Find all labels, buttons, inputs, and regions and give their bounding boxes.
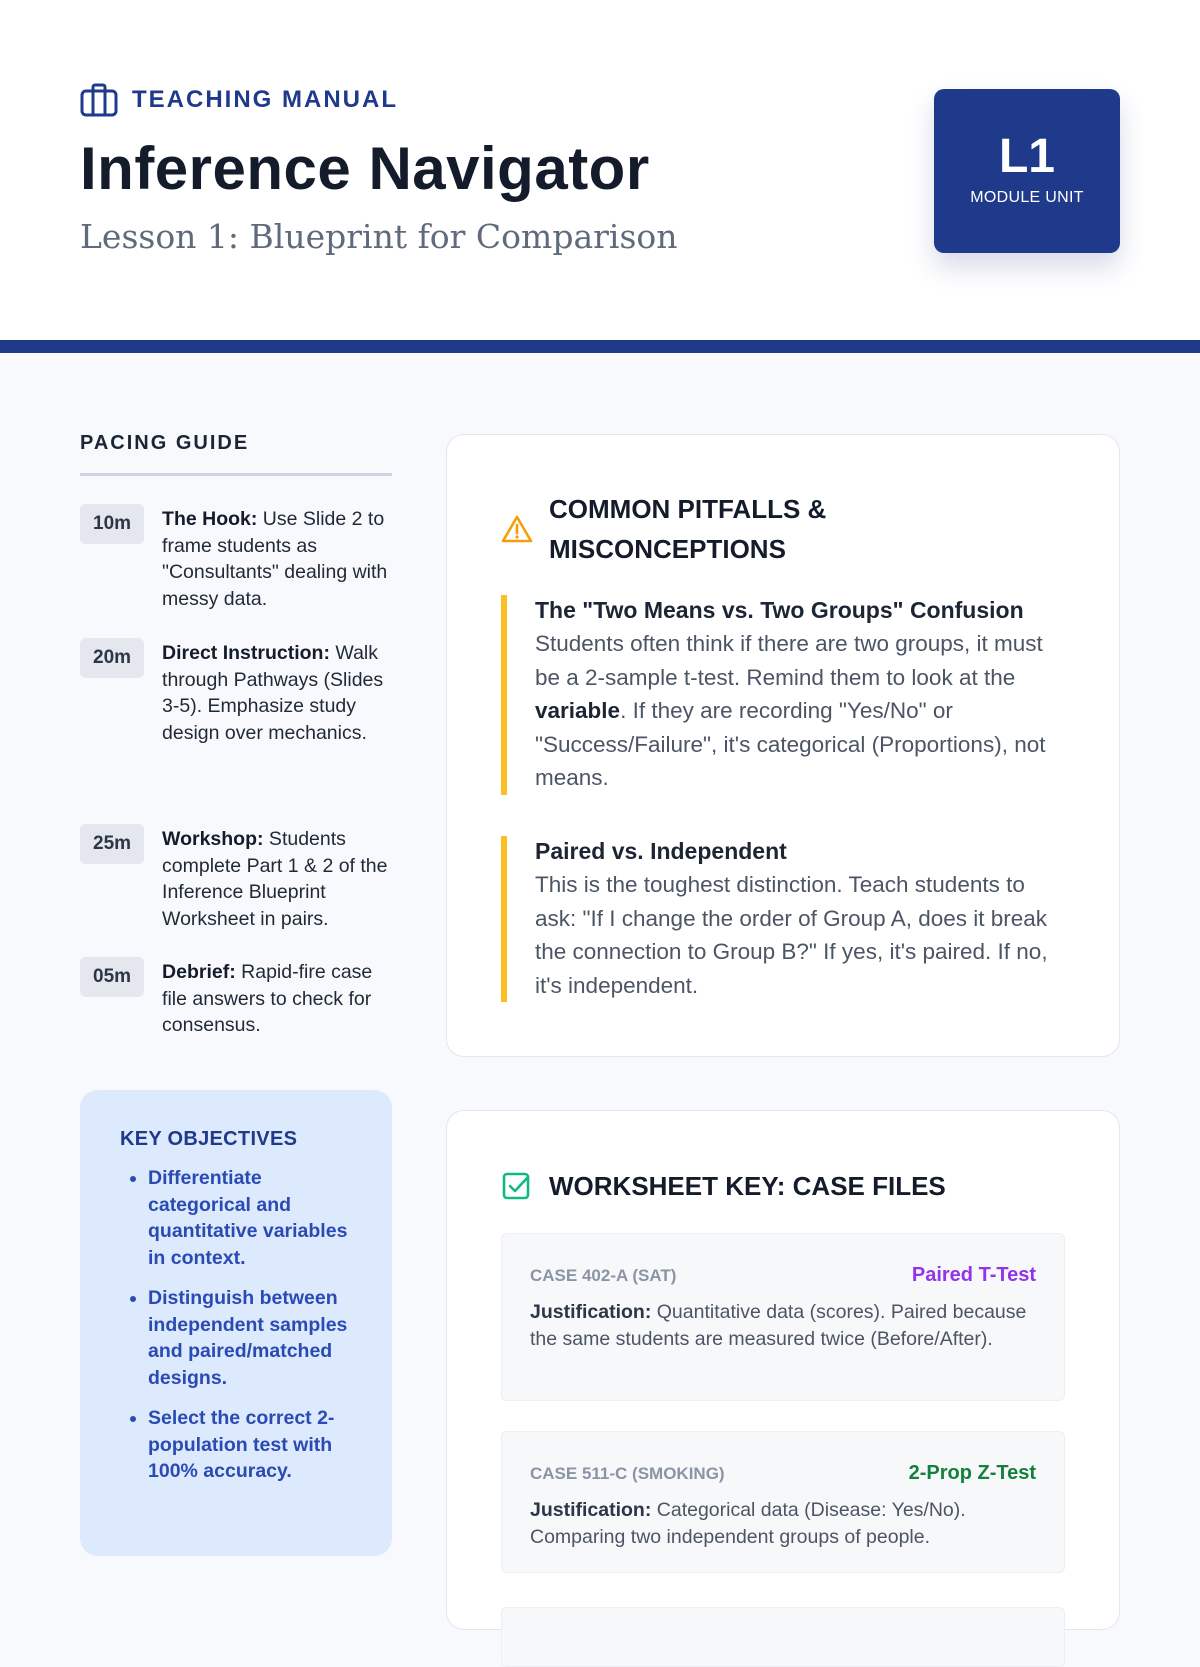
pitfall-text-part: This is the toughest distinction. Teach students to ask: "If I change the order of Group A, does it break the connection to Group B?" If yes, it's paired. If no, it's independent. bbox=[535, 872, 1048, 998]
pacing-item bbox=[80, 824, 392, 932]
pitfall-text bbox=[535, 868, 1067, 1002]
case-header bbox=[530, 1264, 1036, 1287]
pacing-text bbox=[162, 957, 392, 1039]
pacing-text bbox=[162, 504, 392, 612]
case-header bbox=[530, 1462, 1036, 1485]
pacing-time: 10m bbox=[80, 504, 144, 544]
checkbox-icon bbox=[501, 1171, 533, 1201]
objective-item: • Differentiate categorical and quantitative variables in context. bbox=[148, 1165, 356, 1271]
worksheet-header bbox=[501, 1166, 946, 1206]
pitfalls-title: COMMON PITFALLS & MISCONCEPTIONS bbox=[549, 494, 827, 564]
eyebrow-label: TEACHING MANUAL bbox=[132, 86, 398, 113]
justification-label: Justification: bbox=[530, 1301, 652, 1323]
case-file bbox=[501, 1431, 1065, 1573]
justification-label: Justification: bbox=[530, 1499, 652, 1521]
warning-triangle-icon bbox=[501, 514, 533, 544]
pacing-divider bbox=[80, 473, 392, 476]
pacing-item bbox=[80, 957, 392, 1039]
pacing-label: The Hook: bbox=[162, 508, 258, 530]
pacing-text bbox=[162, 824, 392, 932]
eyebrow bbox=[80, 82, 398, 118]
key-objectives-title: KEY OBJECTIVES bbox=[120, 1128, 298, 1150]
key-objectives-panel bbox=[80, 1090, 392, 1556]
pacing-label: Direct Instruction: bbox=[162, 642, 330, 664]
unit-code: L1 bbox=[998, 130, 1055, 183]
objective-item: • Distinguish between independent samples and paired/matched designs. bbox=[148, 1285, 356, 1391]
objectives-list bbox=[120, 1165, 356, 1485]
worksheet-key-card bbox=[446, 1110, 1120, 1630]
pitfall-heading: The "Two Means vs. Two Groups" Confusion bbox=[535, 597, 1024, 623]
pitfall-text bbox=[535, 627, 1067, 795]
pacing-description: Use Slide 2 to frame students as "Consultants" dealing with messy data. bbox=[162, 508, 388, 610]
module-unit-badge bbox=[934, 89, 1120, 253]
pitfall-heading: Paired vs. Independent bbox=[535, 838, 787, 864]
briefcase-icon bbox=[80, 83, 118, 117]
pacing-time: 25m bbox=[80, 824, 144, 864]
pacing-label: Debrief: bbox=[162, 961, 236, 983]
pacing-time: 20m bbox=[80, 638, 144, 678]
objective-item: • Select the correct 2-population test with 100% accuracy. bbox=[148, 1405, 356, 1485]
case-justification bbox=[530, 1497, 1036, 1550]
worksheet-title: WORKSHEET KEY: CASE FILES bbox=[549, 1171, 946, 1201]
pacing-description: Students complete Part 1 & 2 of the Inference Blueprint Worksheet in pairs. bbox=[162, 828, 388, 930]
pacing-description: Walk through Pathways (Slides 3-5). Emphasize study design over mechanics. bbox=[162, 642, 384, 744]
pitfall-item bbox=[501, 836, 1067, 1002]
pacing-time: 05m bbox=[80, 957, 144, 997]
pitfalls-card bbox=[446, 434, 1120, 1057]
case-id: CASE 402-A (SAT) bbox=[530, 1265, 677, 1285]
header-divider bbox=[0, 340, 1200, 353]
pitfalls-header bbox=[501, 489, 921, 569]
pacing-label: Workshop: bbox=[162, 828, 264, 850]
justification-text: Quantitative data (scores). Paired because the same students are measured twice (Before/After). bbox=[530, 1301, 1027, 1350]
pacing-guide-title: PACING GUIDE bbox=[80, 432, 250, 454]
pacing-item bbox=[80, 638, 392, 746]
pacing-item bbox=[80, 504, 392, 612]
pitfall-text-part: Students often think if there are two groups, it must be a 2-sample t-test. Remind them to look at the bbox=[535, 631, 1043, 690]
case-test: 2-Prop Z-Test bbox=[908, 1462, 1036, 1484]
pacing-text bbox=[162, 638, 392, 746]
case-id: CASE 511-C (SMOKING) bbox=[530, 1463, 725, 1483]
case-file bbox=[501, 1233, 1065, 1401]
case-file bbox=[501, 1607, 1065, 1667]
page-title: Inference Navigator bbox=[80, 135, 650, 202]
page-header bbox=[0, 0, 1200, 340]
page-subtitle: Lesson 1: Blueprint for Comparison bbox=[80, 217, 678, 256]
pitfall-item bbox=[501, 595, 1067, 795]
pitfall-text-part: . If they are recording "Yes/No" or "Success/Failure", it's categorical (Proportions), not means. bbox=[535, 698, 1046, 790]
case-test: Paired T-Test bbox=[911, 1264, 1036, 1286]
pitfall-emphasis: variable bbox=[535, 698, 621, 723]
unit-caption: MODULE UNIT bbox=[970, 189, 1084, 206]
justification-text: Categorical data (Disease: Yes/No). Comparing two independent groups of people. bbox=[530, 1499, 966, 1548]
case-justification bbox=[530, 1299, 1036, 1352]
pacing-description: Rapid-fire case file answers to check for consensus. bbox=[162, 961, 373, 1036]
